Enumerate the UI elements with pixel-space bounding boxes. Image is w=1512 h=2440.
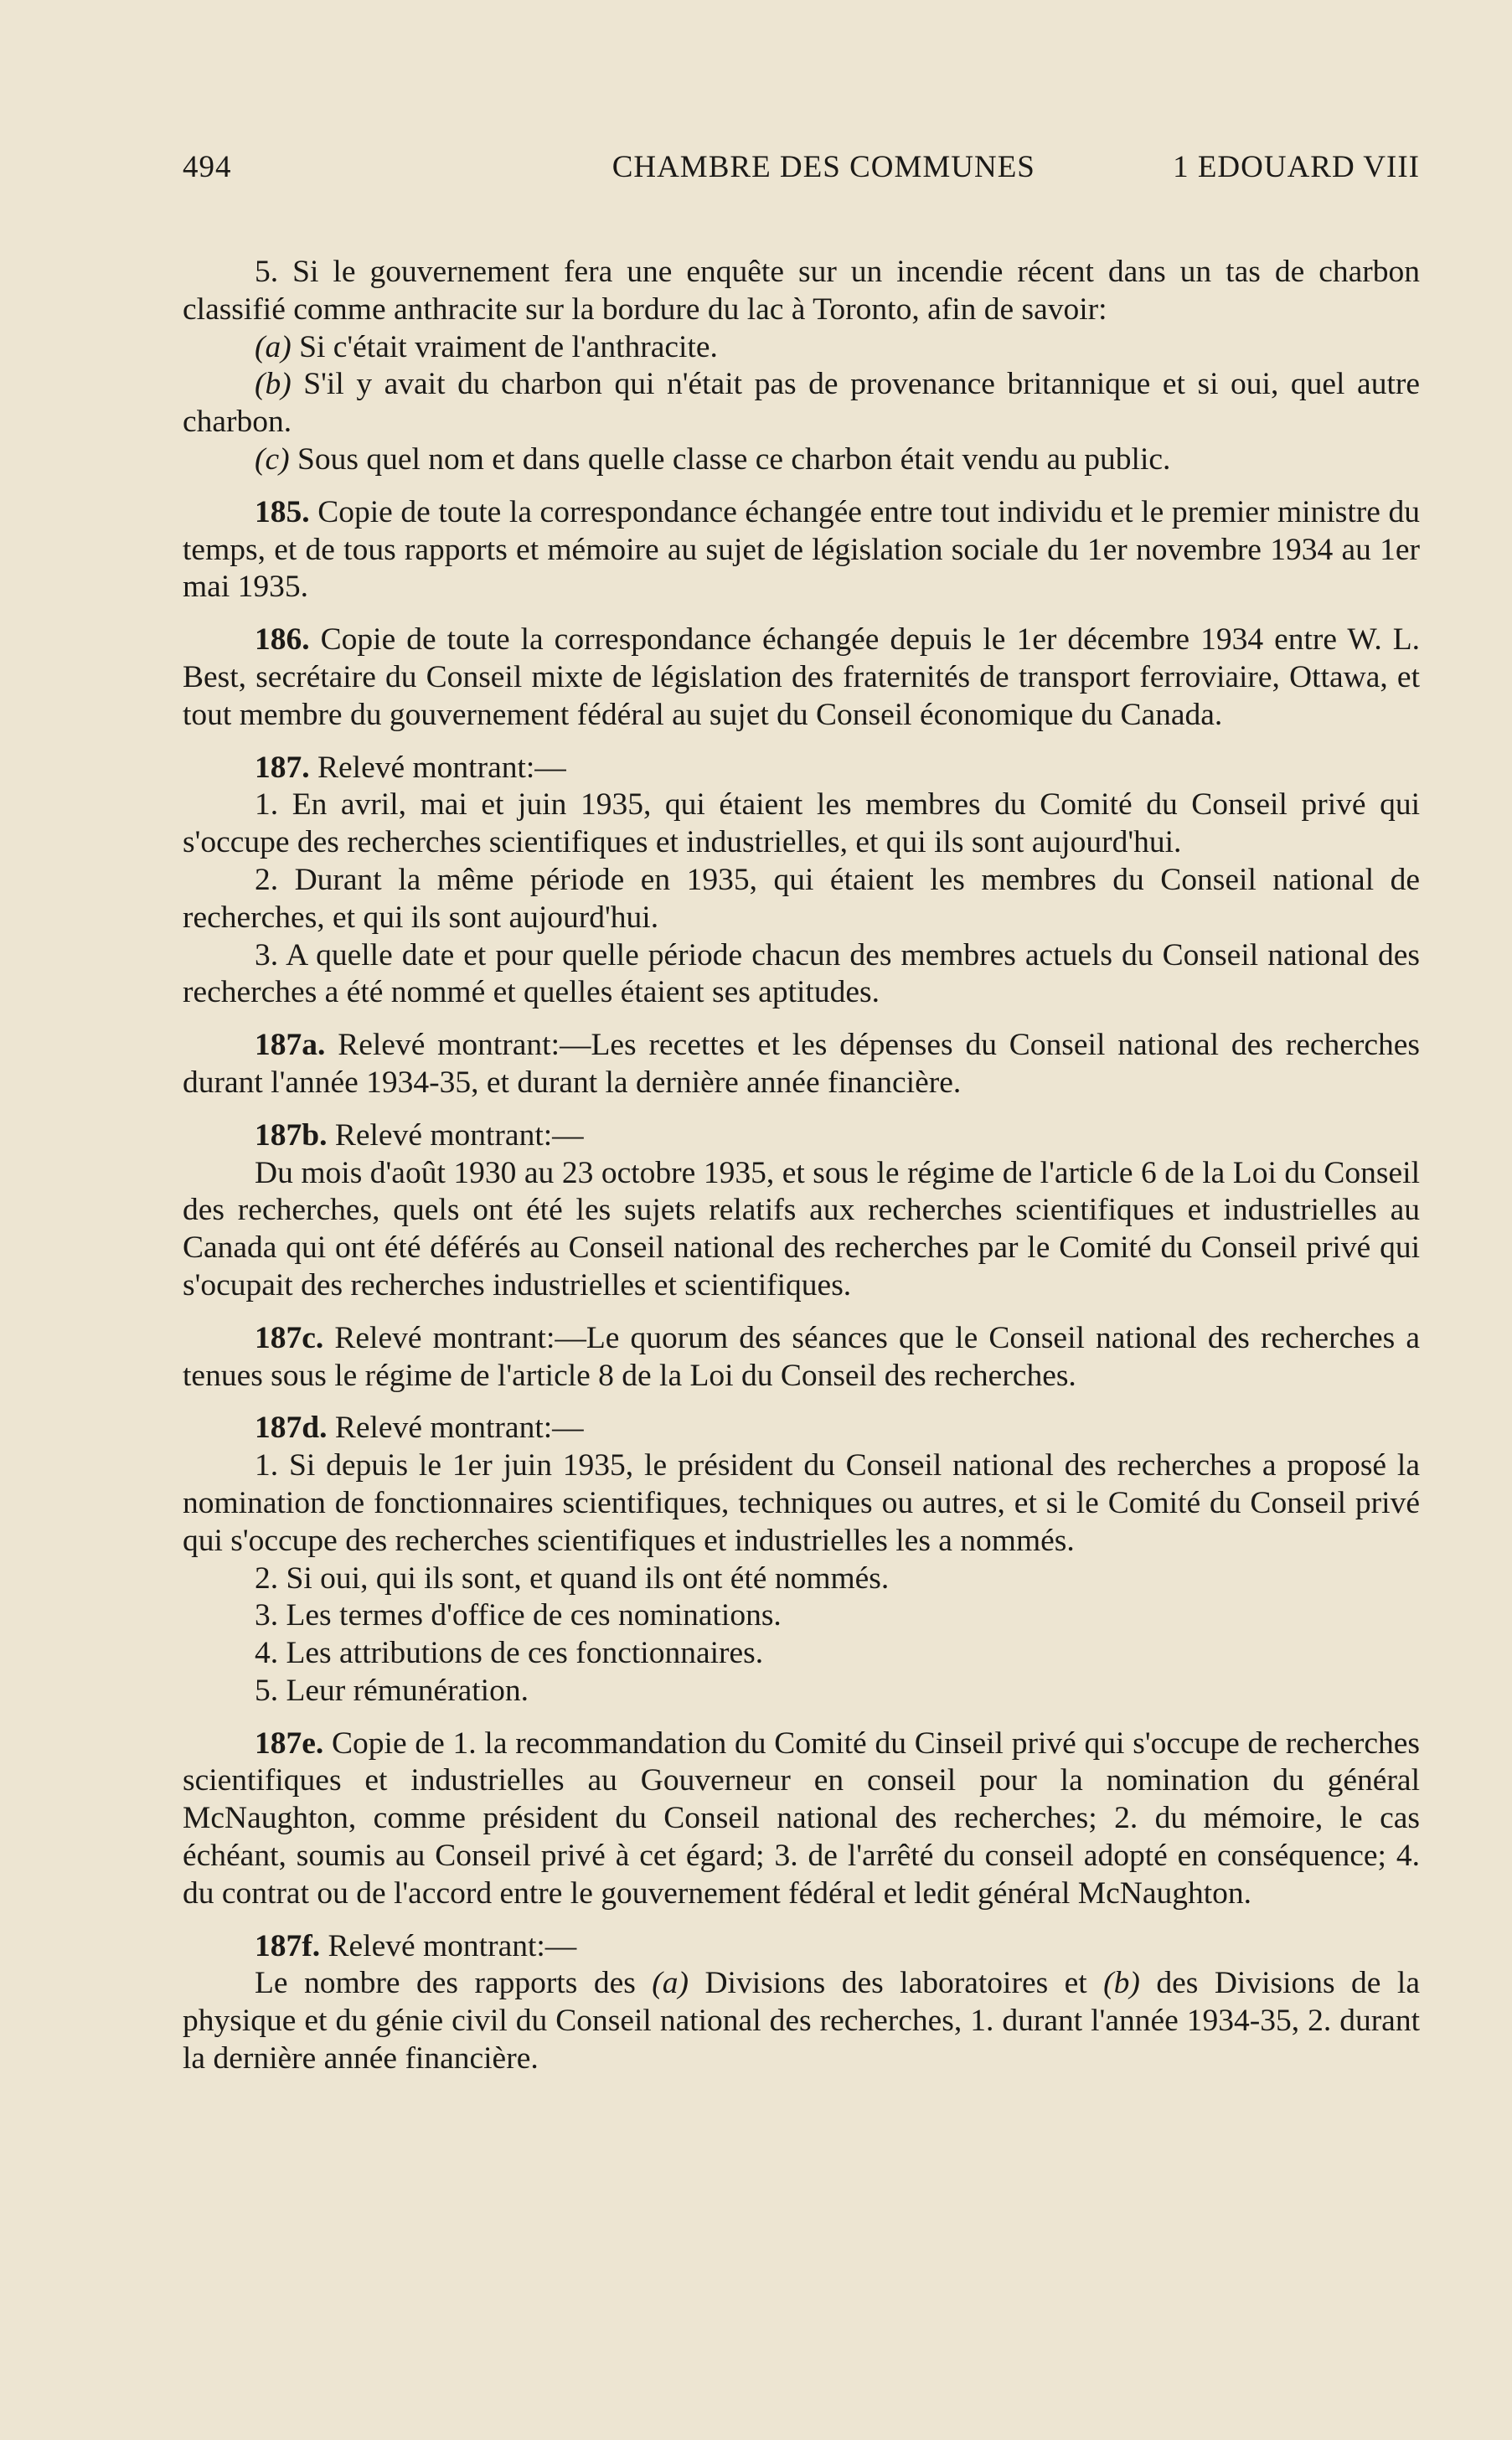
entry-text: Relevé montrant:—: [320, 1928, 577, 1963]
entry-187e: [183, 1726, 1420, 1913]
item-text-c: Sous quel nom et dans quelle classe ce charbon était vendu au public.: [289, 441, 1171, 477]
entry-187f-item-1: [183, 1965, 1420, 2077]
entry-text: Relevé montrant:—: [327, 1117, 584, 1153]
item-label-b: (b): [255, 367, 292, 402]
entry-number: 187c.: [255, 1320, 324, 1355]
entry-187d: [183, 1410, 1420, 1447]
item-text-a: Si c'était vraiment de l'anthracite.: [291, 329, 718, 364]
entry-text: Relevé montrant:—: [327, 1411, 584, 1446]
entry-187f: [183, 1928, 1420, 1966]
item-label-a: (a): [652, 1966, 689, 2001]
session-label: 1 EDOUARD VIII: [1173, 150, 1420, 184]
page-header: [183, 149, 1420, 185]
entry-187c: [183, 1320, 1420, 1395]
question-5-c: [183, 441, 1420, 479]
item-text-b: S'il y avait du charbon qui n'était pas de provenance britannique et si oui, quel autre charbon.: [183, 367, 1420, 440]
item-label-a: (a): [255, 329, 292, 364]
entry-187-item-3: 3. A quelle date et pour quelle période chacun des membres actuels du Conseil national des recherches a été nommé et quelles étaient ses aptitudes.: [183, 937, 1420, 1010]
entry-187-item-2: 2. Durant la même période en 1935, qui étaient les membres du Conseil national de recherches, et qui ils sont aujourd'hui.: [183, 862, 1420, 935]
entry-187d-item-4: 4. Les attributions de ces fonctionnaires.: [255, 1636, 764, 1671]
entry-187d-item-3: 3. Les termes d'office de ces nominations.: [255, 1598, 782, 1633]
entry-187b-item-1: Du mois d'août 1930 au 23 octobre 1935, et sous le régime de l'article 6 de la Loi du Conseil des recherches, quels ont été les sujets relatifs aux recherches scientifiques et industrielles au Canada qui ont été déférés au Conseil national des recherches par le Comité du Conseil privé qui s'ocupait des recherches industrielles et scientifiques.: [183, 1155, 1420, 1303]
item-label-b: (b): [1103, 1966, 1140, 2001]
item-label-c: (c): [255, 441, 290, 477]
body-text: [183, 254, 1420, 2078]
page-title: CHAMBRE DES COMMUNES: [612, 150, 1035, 184]
question-5-intro: 5. Si le gouvernement fera une enquête sur un incendie récent dans un tas de charbon classifié comme anthracite sur la bordure du lac à Toronto, afin de savoir:: [183, 255, 1420, 327]
entry-number: 187a.: [255, 1028, 326, 1063]
entry-187b: [183, 1117, 1420, 1155]
entry-number: 186.: [255, 622, 310, 658]
entry-number: 187.: [255, 750, 310, 785]
entry-number: 187f.: [255, 1928, 321, 1963]
question-5-a: [183, 329, 1420, 367]
text-segment: Divisions des laboratoires et: [689, 1966, 1104, 2001]
question-5-b: [183, 366, 1420, 441]
text-segment: des Divisions de la physique et du génie civil du Conseil national des recherches, 1. durant l'année 1934-35, 2. durant la dernière année financière.: [183, 1966, 1420, 2076]
entry-number: 187d.: [255, 1411, 328, 1446]
entry-text: Relevé montrant:—Les recettes et les dépenses du Conseil national des recherches durant l'année 1934-35, et durant la dernière année financière.: [183, 1028, 1420, 1100]
page-number: 494: [183, 150, 232, 184]
entry-text: Relevé montrant:—Le quorum des séances que le Conseil national des recherches a tenues sous le régime de l'article 8 de la Loi du Conseil des recherches.: [183, 1320, 1420, 1393]
entry-text: Copie de 1. la recommandation du Comité du Cinseil privé qui s'occupe de recherches scientifiques et industrielles au Gouverneur en conseil pour la nomination du général McNaughton, comme président du Conseil national des recherches; 2. du mémoire, le cas échéant, soumis au Conseil privé à cet égard; 3. de l'arrêté du conseil adopté en conséquence; 4. du contrat ou de l'accord entre le gouvernement fédéral et ledit général McNaughton.: [183, 1726, 1420, 1911]
entry-185: [183, 494, 1420, 606]
entry-187d-item-2: 2. Si oui, qui ils sont, et quand ils ont été nommés.: [255, 1560, 890, 1596]
entry-number: 187e.: [255, 1726, 324, 1761]
entry-text: Copie de toute la correspondance échangée depuis le 1er décembre 1934 entre W. L. Best, secrétaire du Conseil mixte de législation des fraternités de transport ferroviaire, Ottawa, et tout membre du gouvernement fédéral au sujet du Conseil économique du Canada.: [183, 622, 1420, 732]
entry-number: 187b.: [255, 1117, 328, 1153]
entry-187-item-1: 1. En avril, mai et juin 1935, qui étaient les membres du Comité du Conseil privé qui s'occupe des recherches scientifiques et industrielles, et qui ils sont aujourd'hui.: [183, 787, 1420, 860]
entry-187d-item-5: 5. Leur rémunération.: [255, 1673, 529, 1708]
entry-number: 185.: [255, 494, 310, 529]
text-segment: Le nombre des rapports des: [255, 1966, 653, 2001]
entry-187: [183, 750, 1420, 787]
entry-187d-item-1: 1. Si depuis le 1er juin 1935, le président du Conseil national des recherches a proposé la nomination de fonctionnaires scientifiques, techniques ou autres, et si le Comité du Conseil privé qui s'occupe des recherches scientifiques et industrielles les a nommés.: [183, 1448, 1420, 1558]
entry-text: Copie de toute la correspondance échangée entre tout individu et le premier ministre du temps, et de tous rapports et mémoire au sujet de législation sociale du 1er novembre 1934 au 1er mai 1935.: [183, 494, 1420, 605]
entry-186: [183, 622, 1420, 734]
entry-187a: [183, 1027, 1420, 1102]
entry-text: Relevé montrant:—: [309, 750, 566, 785]
